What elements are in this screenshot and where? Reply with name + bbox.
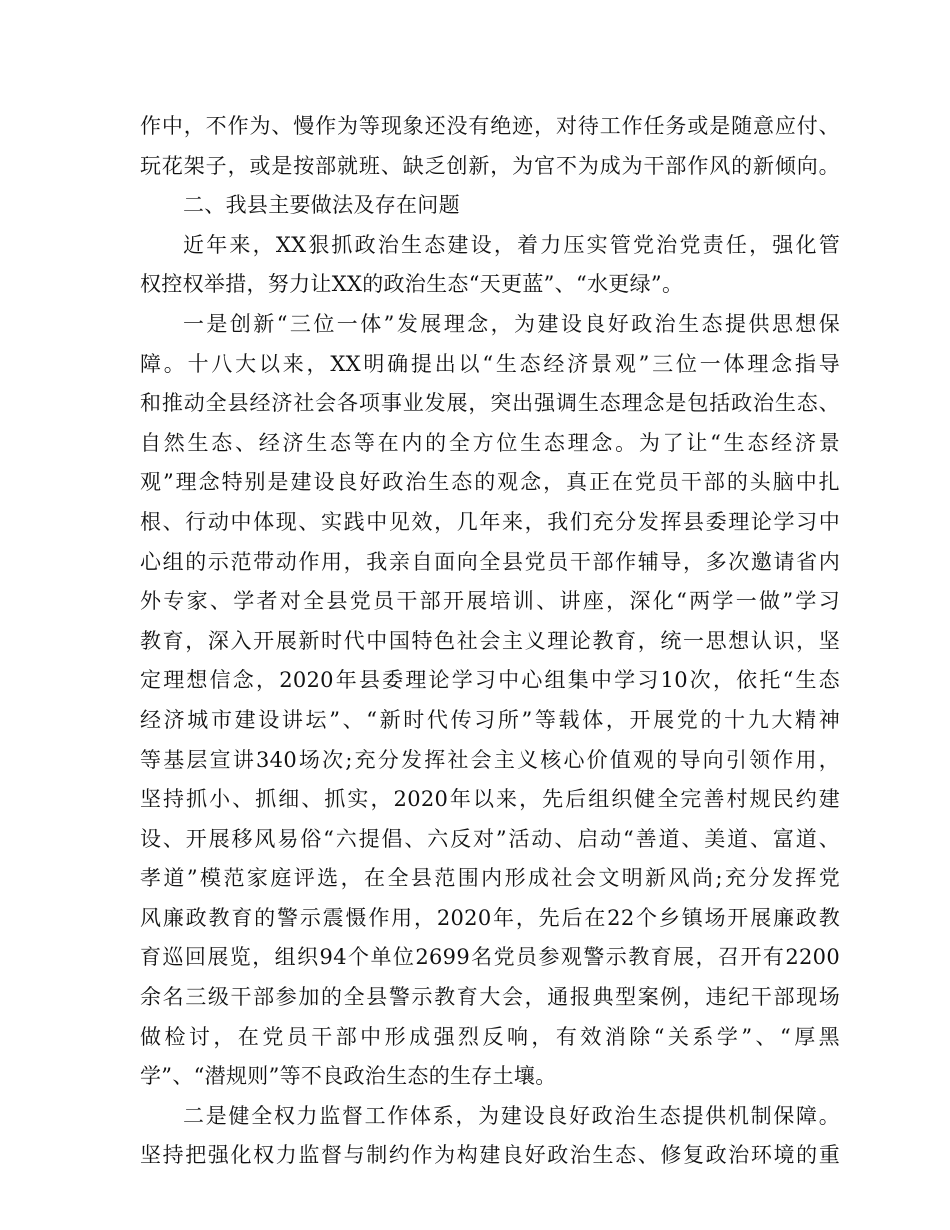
body-line-18: 坚持抓小、抓细、抓实，2020年以来，先后组织健全完善村规民约建 [140,787,840,812]
body-line-12: 心组的示范带动作用，我亲自面向全县党员干部作辅导，多次邀请省内 [140,549,840,574]
section-heading: 二、我县主要做法及存在问题 [183,193,460,218]
body-line-21: 风廉政教育的警示震慑作用，2020年，先后在22个乡镇场开展廉政教 [140,905,840,930]
body-line-1: 作中，不作为、慢作为等现象还没有绝迹，对待工作任务或是随意应付、 [140,114,840,138]
body-line-27: 坚持把强化权力监督与制约作为构建良好政治生态、修复政治环境的重 [140,1143,840,1168]
body-line-13: 外专家、学者对全县党员干部开展培训、讲座，深化“两学一做”学习 [140,589,840,614]
body-line-8: 和推动全县经济社会各项事业发展，突出强调生态理念是包括政治生态、 [140,391,840,416]
body-line-11: 根、行动中体现、实践中见效，几年来，我们充分发挥县委理论学习中 [140,509,840,534]
document-body [140,107,840,1176]
body-line-6: 一是创新“三位一体”发展理念，为建设良好政治生态提供思想保 [183,311,840,336]
body-line-20: 孝道”模范家庭评选，在全县范围内形成社会文明新风尚;充分发挥党 [140,866,840,891]
body-line-26: 二是健全权力监督工作体系，为建设良好政治生态提供机制保障。 [183,1103,840,1128]
body-line-5: 权控权举措，努力让XX的政治生态“天更蓝”、“水更绿”。 [140,272,684,297]
body-line-23: 余名三级干部参加的全县警示教育大会，通报典型案例，违纪干部现场 [140,985,840,1010]
body-line-4: 近年来，XX狠抓政治生态建设，着力压实管党治党责任，强化管 [183,232,840,257]
body-line-14: 教育，深入开展新时代中国特色社会主义理论教育，统一思想认识，坚 [140,628,840,653]
body-line-9: 自然生态、经济生态等在内的全方位生态理念。为了让“生态经济景 [140,430,840,455]
body-line-19: 设、开展移风易俗“六提倡、六反对”活动、启动“善道、美道、富道、 [140,826,840,851]
body-line-25: 学”、“潜规则”等不良政治生态的生存土壤。 [140,1064,557,1089]
body-line-10: 观”理念特别是建设良好政治生态的观念，真正在党员干部的头脑中扎 [140,470,840,495]
body-line-2: 玩花架子，或是按部就班、缺乏创新，为官不为成为干部作风的新倾向。 [140,153,840,178]
body-line-15: 定理想信念，2020年县委理论学习中心组集中学习10次，依托“生态 [140,668,840,693]
body-line-7: 障。十八大以来，XX明确提出以“生态经济景观”三位一体理念指导 [140,351,840,376]
body-line-24: 做检讨，在党员干部中形成强烈反响，有效消除“关系学”、“厚黑 [140,1024,840,1049]
body-line-16: 经济城市建设讲坛”、“新时代传习所”等载体，开展党的十九大精神 [140,707,840,732]
body-line-17: 等基层宣讲340场次;充分发挥社会主义核心价值观的导向引领作用， [140,747,840,772]
body-line-22: 育巡回展览，组织94个单位2699名党员参观警示教育展，召开有2200 [140,945,840,970]
